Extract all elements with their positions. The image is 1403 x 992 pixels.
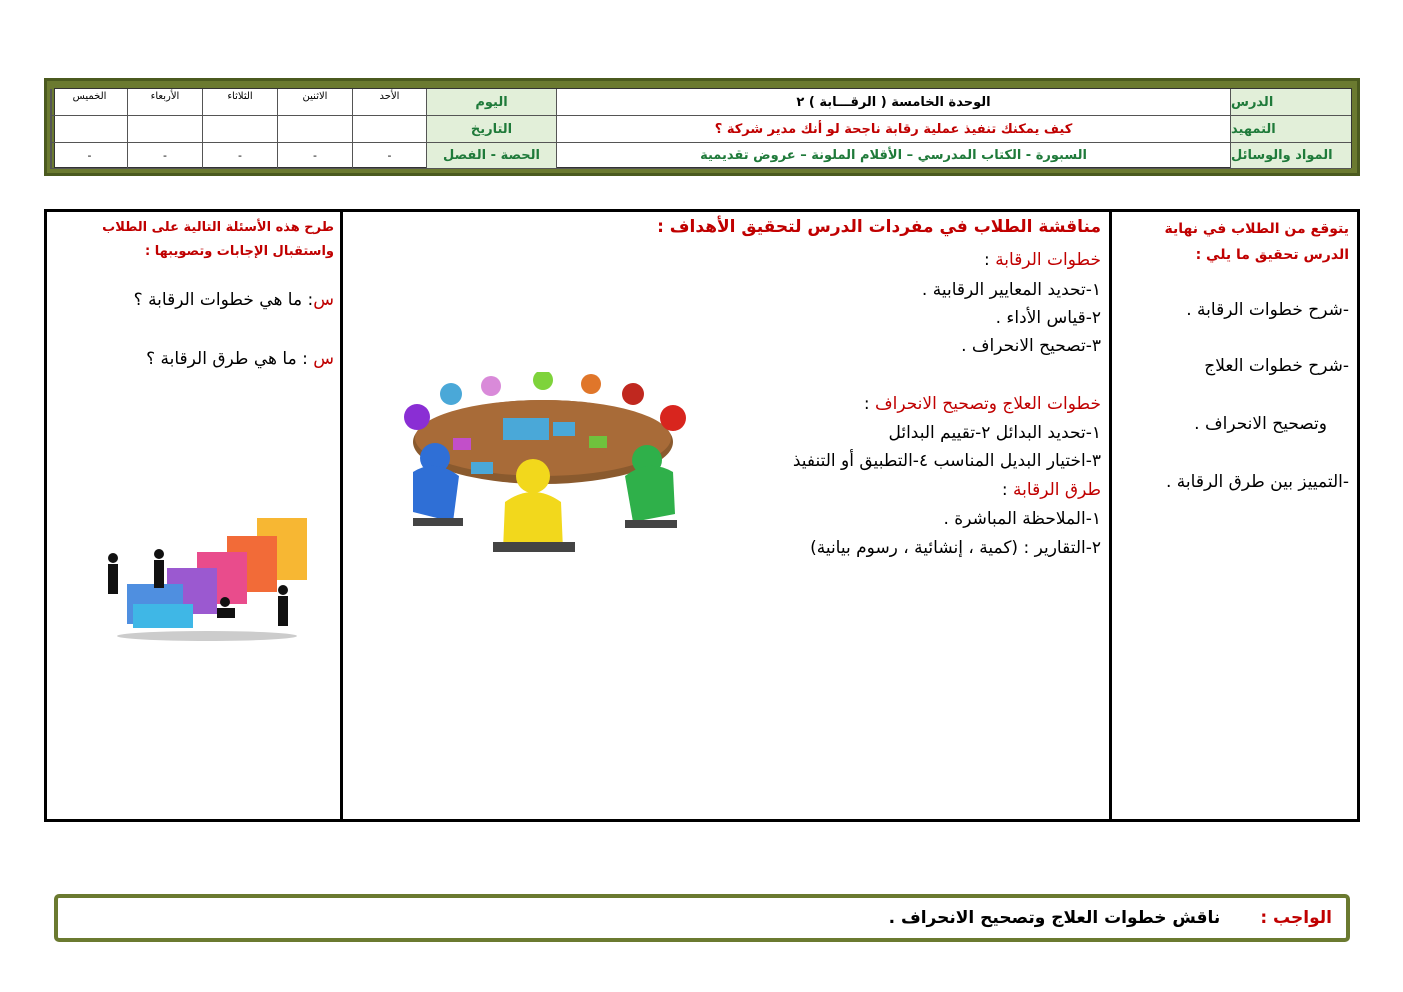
objective-item: -شرح خطوات العلاج [1204, 356, 1349, 376]
questions-heading-line: واستقبال الإجابات وتصويبها : [144, 244, 334, 259]
treatment-line: ١-تحديد البدائل ٢-تقييم البدائل [888, 423, 1101, 443]
date-cell[interactable] [202, 116, 277, 143]
discussion-heading: مناقشة الطلاب في مفردات الدرس لتحقيق الأهداف : [657, 217, 1101, 237]
question-prefix: س [313, 290, 334, 310]
treatment-title-line [864, 392, 1101, 416]
objective-item: -التمييز بين طرق الرقابة . [1166, 472, 1349, 492]
treatment-title: خطوات العلاج وتصحيح الانحراف [874, 394, 1101, 414]
date-cell[interactable] [51, 116, 127, 143]
objectives-column [1109, 212, 1357, 819]
method-item: ١-الملاحظة المباشرة . [943, 509, 1101, 529]
questions-heading [54, 216, 334, 264]
team-meeting-illustration [393, 372, 693, 562]
date-cell[interactable] [277, 116, 352, 143]
step-item: ٣-تصحيح الانحراف . [961, 336, 1101, 356]
intro-label: التمهيد [1230, 116, 1351, 143]
homework-text: ناقش خطوات العلاج وتصحيح الانحراف . [888, 908, 1221, 928]
question-prefix: س [313, 349, 334, 369]
period-cell: - [51, 143, 127, 169]
objectives-heading [1119, 216, 1349, 268]
day-label: اليوم [426, 89, 556, 116]
materials-label: المواد والوسائل [1230, 143, 1351, 169]
objective-item: -شرح خطوات الرقابة . [1186, 300, 1349, 320]
date-cell[interactable] [127, 116, 202, 143]
header-spacer [50, 116, 51, 143]
questions-column [47, 212, 340, 819]
method-item: ٢-التقارير : (كمية ، إنشائية ، رسوم بيانية) [810, 538, 1101, 558]
day-tuesday: الثلاثاء [202, 89, 277, 116]
day-sunday: الأحد [352, 89, 426, 116]
title-colon: : [1001, 480, 1008, 500]
question-item [134, 290, 334, 310]
building-blocks-illustration [97, 512, 317, 642]
day-monday: الاثنين [277, 89, 352, 116]
objectives-heading-line: الدرس تحقيق ما يلي : [1195, 247, 1349, 263]
day-wednesday: الأربعاء [127, 89, 202, 116]
step-item: ١-تحديد المعايير الرقابية . [921, 280, 1101, 300]
question-text: : ما هي طرق الرقابة ؟ [146, 349, 314, 369]
lesson-header-frame [44, 78, 1360, 176]
steps-title: خطوات الرقابة [995, 250, 1101, 270]
period-cell: - [127, 143, 202, 169]
day-thursday: الخميس [51, 89, 127, 116]
discussion-column [340, 212, 1109, 819]
homework-box [54, 894, 1350, 942]
title-colon: : [984, 250, 990, 270]
header-spacer [50, 89, 51, 116]
intro-question: كيف يمكنك تنفيذ عملية رقابة ناجحة لو أنك مدير شركة ؟ [556, 116, 1230, 143]
date-cell[interactable] [352, 116, 426, 143]
period-cell: - [352, 143, 426, 169]
title-colon: : [863, 394, 870, 414]
unit-title: الوحدة الخامسة ( الرقـــابة ) ٢ [556, 89, 1230, 116]
step-item: ٢-قياس الأداء . [995, 308, 1101, 328]
homework-label: الواجب : [1260, 908, 1332, 928]
steps-title-line [984, 248, 1101, 272]
header-spacer [50, 143, 51, 169]
date-label: التاريخ [426, 116, 556, 143]
lesson-body-table [44, 209, 1360, 822]
objective-item: وتصحيح الانحراف . [1194, 414, 1327, 434]
materials-list: السبورة - الكتاب المدرسي – الأقلام الملونة – عروض تقديمية [556, 143, 1230, 169]
period-label: الحصة - الفصل [426, 143, 556, 169]
questions-heading-line: طرح هذه الأسئلة التالية على الطلاب [102, 220, 334, 235]
question-text: : ما هي خطوات الرقابة ؟ [133, 290, 314, 310]
period-cell: - [277, 143, 352, 169]
question-item [146, 349, 334, 369]
objectives-heading-line: يتوقع من الطلاب في نهاية [1164, 221, 1349, 237]
lesson-label: الدرس [1230, 89, 1351, 116]
period-cell: - [202, 143, 277, 169]
methods-title: طرق الرقابة [1013, 480, 1101, 500]
lesson-header-grid [54, 88, 1352, 168]
treatment-line: ٣-اختيار البديل المناسب ٤-التطبيق أو التنفيذ [792, 451, 1101, 471]
methods-title-line [1002, 478, 1101, 502]
